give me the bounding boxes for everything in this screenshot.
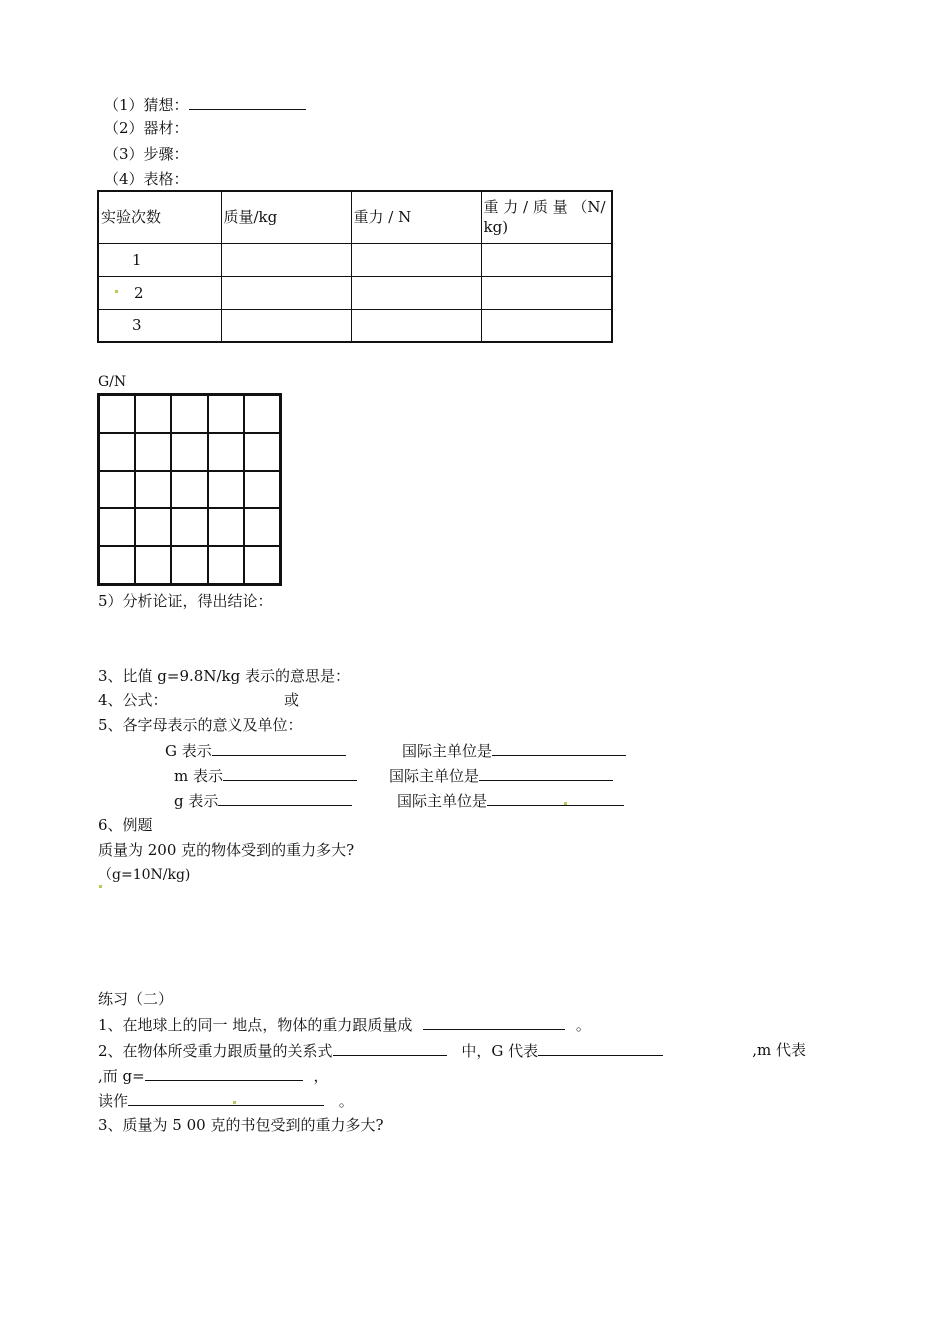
weight-cell[interactable] xyxy=(351,276,481,309)
speck-mark xyxy=(99,885,102,888)
practice-q2 xyxy=(98,1040,808,1061)
letter-label: m 表示 xyxy=(174,767,223,785)
q2-period: 。 xyxy=(338,1092,354,1110)
unit-g-lower xyxy=(397,790,624,811)
q2-read-blank[interactable] xyxy=(128,1090,324,1106)
unit-g-upper xyxy=(402,740,626,761)
unit-blank[interactable] xyxy=(487,790,624,806)
q2-comma: ， xyxy=(313,1067,329,1085)
ratio-cell[interactable] xyxy=(481,309,612,342)
q2-read-label: 读作 xyxy=(98,1092,129,1110)
table-row xyxy=(98,276,612,309)
q1-blank[interactable] xyxy=(423,1014,565,1030)
graph-y-label: G/N xyxy=(98,374,127,390)
step-equipment: （2）器材： xyxy=(104,119,189,137)
letter-m xyxy=(174,765,357,786)
q2-formula-blank[interactable] xyxy=(333,1040,447,1056)
ratio-question: 3、比值 g=9.8N/kg 表示的意思是： xyxy=(98,667,350,685)
unit-blank[interactable] xyxy=(479,765,613,781)
practice-q1 xyxy=(98,1014,591,1035)
example-title: 6、例题 xyxy=(98,816,153,834)
formula-line xyxy=(98,690,300,710)
table-row xyxy=(98,243,612,276)
letters-title: 5、各字母表示的意义及单位： xyxy=(98,716,303,734)
analysis-label: 5）分析论证，得出结论： xyxy=(98,592,273,610)
header-ratio: 重 力 / 质 量 （N/ kg) xyxy=(481,191,612,243)
letter-g-lower xyxy=(174,790,352,811)
meaning-blank[interactable] xyxy=(212,740,346,756)
practice-q2-cont xyxy=(98,1065,329,1086)
q2-m-text: ,m 代表 xyxy=(752,1041,806,1059)
step-procedure: （3）步骤： xyxy=(104,145,189,163)
step-guess-label: （1）猜想： xyxy=(104,96,189,114)
q2-g-value-blank[interactable] xyxy=(145,1065,303,1081)
trial-number: 1 xyxy=(98,243,221,276)
q1-end: 。 xyxy=(575,1016,591,1034)
mass-cell[interactable] xyxy=(221,276,351,309)
speck-mark xyxy=(564,802,567,805)
header-weight: 重力 / N xyxy=(351,191,481,243)
weight-cell[interactable] xyxy=(351,243,481,276)
graph-grid[interactable] xyxy=(97,393,282,586)
table-row xyxy=(98,309,612,342)
meaning-blank[interactable] xyxy=(218,790,352,806)
header-trial: 实验次数 xyxy=(98,191,221,243)
unit-m xyxy=(389,765,613,786)
formula-or: 或 xyxy=(284,691,300,709)
unit-blank[interactable] xyxy=(492,740,626,756)
mass-cell[interactable] xyxy=(221,243,351,276)
step-guess xyxy=(104,94,306,115)
formula-label: 4、公式： xyxy=(98,691,168,709)
step-table: （4）表格： xyxy=(104,170,189,188)
unit-label: 国际主单位是 xyxy=(402,742,493,760)
guess-blank[interactable] xyxy=(189,94,306,110)
ratio-cell[interactable] xyxy=(481,243,612,276)
ratio-cell[interactable] xyxy=(481,276,612,309)
example-question: 质量为 200 克的物体受到的重力多大? xyxy=(98,841,355,859)
letter-g-upper xyxy=(165,740,346,761)
practice-q3: 3、质量为 5 00 克的书包受到的重力多大? xyxy=(98,1116,384,1134)
mass-cell[interactable] xyxy=(221,309,351,342)
trial-number: 3 xyxy=(98,309,221,342)
q2-text: 2、在物体所受重力跟质量的关系式 xyxy=(98,1042,333,1060)
letter-label: G 表示 xyxy=(165,742,212,760)
table-header-row xyxy=(98,191,612,243)
q2-g-text: 中，G 代表 xyxy=(461,1042,539,1060)
experiment-table xyxy=(97,190,613,343)
speck-mark xyxy=(233,1101,236,1104)
letter-label: g 表示 xyxy=(174,792,219,810)
unit-label: 国际主单位是 xyxy=(397,792,488,810)
meaning-blank[interactable] xyxy=(223,765,357,781)
speck-mark xyxy=(115,290,118,293)
q1-text: 1、在地球上的同一 地点，物体的重力跟质量成 xyxy=(98,1016,413,1034)
trial-number: 2 xyxy=(98,276,221,309)
header-mass: 质量/kg xyxy=(221,191,351,243)
practice-title: 练习（二） xyxy=(98,990,174,1008)
unit-label: 国际主单位是 xyxy=(389,767,480,785)
q2-g-blank[interactable] xyxy=(538,1040,663,1056)
q2-g-eq: ,而 g= xyxy=(98,1067,145,1085)
weight-cell[interactable] xyxy=(351,309,481,342)
practice-q2-read xyxy=(98,1090,354,1111)
example-note: （g=10N/kg) xyxy=(98,867,191,883)
